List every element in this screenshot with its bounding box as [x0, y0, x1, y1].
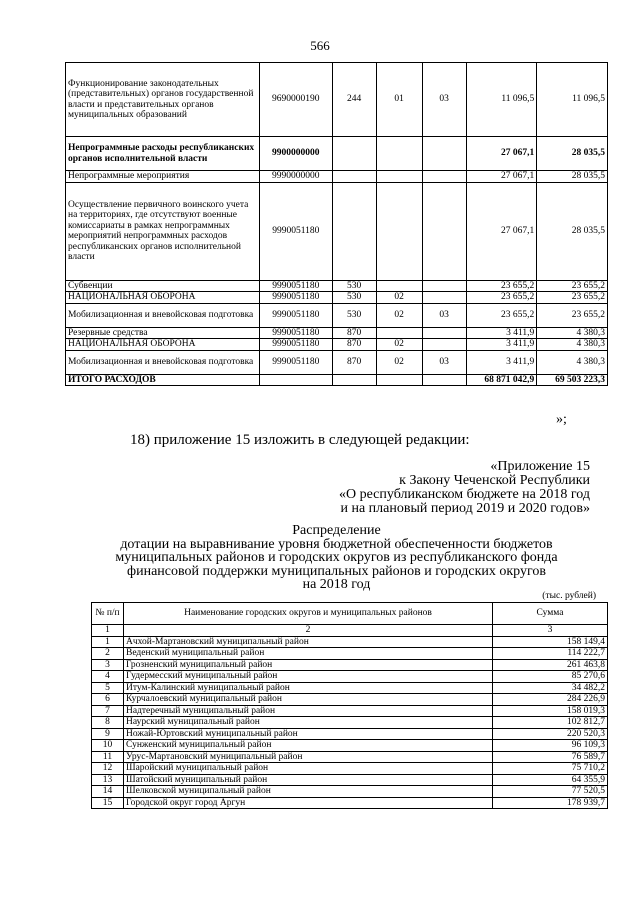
row-sum: 64 355,9 — [493, 774, 608, 786]
row-vr: 870 — [332, 327, 376, 339]
row-code: 9990051180 — [259, 339, 332, 351]
row-no: 6 — [92, 694, 124, 706]
row-rz — [376, 182, 422, 280]
table-row — [92, 682, 608, 694]
expenses-table — [65, 62, 608, 386]
row-no: 8 — [92, 717, 124, 729]
row-sum-2019: 27 067,1 — [466, 171, 537, 183]
table-row — [66, 350, 608, 374]
row-sum: 114 222,7 — [493, 648, 608, 660]
row-vr: 530 — [332, 303, 376, 327]
row-sum-2019: 3 411,9 — [466, 327, 537, 339]
row-no: 15 — [92, 797, 124, 809]
annex-line: «Приложение 15 — [490, 459, 590, 474]
row-name: Субвенции — [66, 280, 260, 292]
row-pr — [422, 374, 466, 386]
row-name: Функционирование законодательных (представительных) органов государственной власти и представительных органов муниципальных образований — [66, 63, 260, 137]
row-sum: 85 270,6 — [493, 671, 608, 683]
row-vr — [332, 374, 376, 386]
row-sum: 34 482,2 — [493, 682, 608, 694]
row-pr — [422, 292, 466, 304]
table-row — [92, 774, 608, 786]
table-row — [92, 636, 608, 648]
table-row — [66, 374, 608, 386]
header-name: Наименование городских округов и муниципальных районов — [124, 603, 493, 625]
row-sum-2019: 27 067,1 — [466, 137, 537, 171]
table-row — [92, 786, 608, 798]
row-code: 9990051180 — [259, 303, 332, 327]
table-row — [92, 740, 608, 752]
table-row — [92, 728, 608, 740]
row-rz: 02 — [376, 303, 422, 327]
annex-line: к Закону Чеченской Республики — [399, 473, 590, 488]
row-sum-2019: 11 096,5 — [466, 63, 537, 137]
row-vr — [332, 137, 376, 171]
row-pr — [422, 327, 466, 339]
header-no: № п/п — [92, 603, 124, 625]
colnum-3: 3 — [493, 625, 608, 637]
row-rz — [376, 137, 422, 171]
row-name: Веденский муниципальный район — [124, 648, 493, 660]
row-sum-2019: 23 655,2 — [466, 280, 537, 292]
row-vr — [332, 171, 376, 183]
row-sum-2020: 28 035,5 — [537, 182, 608, 280]
row-code — [259, 374, 332, 386]
row-sum: 158 019,3 — [493, 705, 608, 717]
row-sum-2020: 69 503 223,3 — [537, 374, 608, 386]
row-rz — [376, 171, 422, 183]
row-vr: 870 — [332, 350, 376, 374]
table-row — [66, 280, 608, 292]
table-row — [66, 137, 608, 171]
row-code: 9990000000 — [259, 171, 332, 183]
row-no: 10 — [92, 740, 124, 752]
table-row — [66, 292, 608, 304]
row-sum: 158 149,4 — [493, 636, 608, 648]
row-no: 12 — [92, 763, 124, 775]
row-code: 9990051180 — [259, 327, 332, 339]
subsidy-table — [91, 602, 608, 809]
units-label: (тыс. рублей) — [542, 591, 596, 601]
row-name: Урус-Мартановский муниципальный район — [124, 751, 493, 763]
row-code: 9990051180 — [259, 350, 332, 374]
heading-line: на 2018 год — [302, 577, 371, 592]
row-sum-2019: 27 067,1 — [466, 182, 537, 280]
row-name: Шаройский муниципальный район — [124, 763, 493, 775]
row-no: 9 — [92, 728, 124, 740]
row-no: 5 — [92, 682, 124, 694]
table-row — [66, 182, 608, 280]
row-code: 9990051180 — [259, 292, 332, 304]
row-sum-2020: 4 380,3 — [537, 327, 608, 339]
table-row — [92, 705, 608, 717]
heading-line: дотации на выравнивание уровня бюджетной обеспеченности бюджетов — [120, 536, 553, 552]
table-row — [92, 797, 608, 809]
row-name: НАЦИОНАЛЬНАЯ ОБОРОНА — [66, 339, 260, 351]
row-pr — [422, 171, 466, 183]
row-sum: 75 710,2 — [493, 763, 608, 775]
row-vr: 530 — [332, 292, 376, 304]
row-pr — [422, 339, 466, 351]
row-rz: 02 — [376, 350, 422, 374]
row-name: Мобилизационная и вневойсковая подготовка — [66, 303, 260, 327]
row-name: НАЦИОНАЛЬНАЯ ОБОРОНА — [66, 292, 260, 304]
row-no: 7 — [92, 705, 124, 717]
table-row — [92, 763, 608, 775]
table-header-row — [92, 603, 608, 625]
row-sum-2020: 23 655,2 — [537, 292, 608, 304]
table-row — [66, 327, 608, 339]
header-sum: Сумма — [493, 603, 608, 625]
row-vr: 530 — [332, 280, 376, 292]
table-row — [92, 671, 608, 683]
table-row — [66, 339, 608, 351]
row-code: 9990051180 — [259, 280, 332, 292]
row-rz: 01 — [376, 63, 422, 137]
row-sum-2020: 28 035,5 — [537, 137, 608, 171]
row-pr: 03 — [422, 63, 466, 137]
table-row — [92, 751, 608, 763]
table-row — [66, 171, 608, 183]
row-sum-2020: 23 655,2 — [537, 303, 608, 327]
table-row — [66, 303, 608, 327]
row-name: Ачхой-Мартановский муниципальный район — [124, 636, 493, 648]
row-name: Непрограммные мероприятия — [66, 171, 260, 183]
row-no: 1 — [92, 636, 124, 648]
row-name: Ножай-Юртовский муниципальный район — [124, 728, 493, 740]
row-vr: 870 — [332, 339, 376, 351]
row-name: Шатойский муниципальный район — [124, 774, 493, 786]
row-pr — [422, 280, 466, 292]
row-sum-2019: 68 871 042,9 — [466, 374, 537, 386]
row-pr: 03 — [422, 303, 466, 327]
row-sum: 102 812,7 — [493, 717, 608, 729]
closing-mark: »; — [556, 412, 567, 427]
table-row — [92, 694, 608, 706]
row-rz: 02 — [376, 339, 422, 351]
annex-header — [230, 460, 590, 516]
row-rz: 02 — [376, 292, 422, 304]
row-name: Непрограммные расходы республиканских органов исполнительной власти — [66, 137, 260, 171]
row-no: 13 — [92, 774, 124, 786]
row-code: 9990051180 — [259, 182, 332, 280]
row-name: Городской округ город Аргун — [124, 797, 493, 809]
row-code: 9690000190 — [259, 63, 332, 137]
row-name: Грозненский муниципальный район — [124, 659, 493, 671]
row-rz — [376, 280, 422, 292]
row-name: ИТОГО РАСХОДОВ — [66, 374, 260, 386]
row-pr: 03 — [422, 350, 466, 374]
row-code: 9900000000 — [259, 137, 332, 171]
row-sum-2019: 23 655,2 — [466, 303, 537, 327]
row-name: Итум-Калинский муниципальный район — [124, 682, 493, 694]
row-sum-2019: 23 655,2 — [466, 292, 537, 304]
row-name: Наурский муниципальный район — [124, 717, 493, 729]
heading-line: Распределение — [292, 523, 381, 538]
row-sum-2020: 4 380,3 — [537, 350, 608, 374]
row-sum: 220 520,3 — [493, 728, 608, 740]
colnum-1: 1 — [92, 625, 124, 637]
row-rz — [376, 374, 422, 386]
annex-line: «О республиканском бюджете на 2018 год — [339, 487, 590, 502]
row-name: Осуществление первичного воинского учета на территориях, где отсутствуют военные комиссариаты в рамках непрограммных мероприятий непрограммных расходов республиканских органов исполнительной власти — [66, 182, 260, 280]
row-name: Курчалоевский муниципальный район — [124, 694, 493, 706]
row-no: 2 — [92, 648, 124, 660]
row-sum: 77 520,5 — [493, 786, 608, 798]
row-vr — [332, 182, 376, 280]
row-name: Шелковской муниципальный район — [124, 786, 493, 798]
item-18-text: 18) приложение 15 изложить в следующей редакции: — [130, 432, 470, 448]
row-sum-2020: 4 380,3 — [537, 339, 608, 351]
row-name: Сунженский муниципальный район — [124, 740, 493, 752]
row-sum: 96 109,3 — [493, 740, 608, 752]
row-name: Гудермесский муниципальный район — [124, 671, 493, 683]
row-pr — [422, 182, 466, 280]
row-sum-2020: 23 655,2 — [537, 280, 608, 292]
row-sum: 178 939,7 — [493, 797, 608, 809]
row-vr: 244 — [332, 63, 376, 137]
colnum-2: 2 — [124, 625, 493, 637]
table-row — [92, 659, 608, 671]
row-sum-2020: 28 035,5 — [537, 171, 608, 183]
row-rz — [376, 327, 422, 339]
row-sum-2020: 11 096,5 — [537, 63, 608, 137]
row-sum-2019: 3 411,9 — [466, 350, 537, 374]
row-sum-2019: 3 411,9 — [466, 339, 537, 351]
page-number: 566 — [310, 38, 330, 53]
row-name: Мобилизационная и вневойсковая подготовка — [66, 350, 260, 374]
row-sum: 284 226,9 — [493, 694, 608, 706]
heading-line: финансовой поддержки муниципальных районов и городских округов — [127, 563, 546, 579]
distribution-heading — [65, 524, 608, 592]
column-number-row — [92, 625, 608, 637]
row-pr — [422, 137, 466, 171]
row-sum: 261 463,8 — [493, 659, 608, 671]
annex-line: и на плановый период 2019 и 2020 годов» — [340, 501, 590, 516]
row-sum: 76 589,7 — [493, 751, 608, 763]
table-row — [92, 717, 608, 729]
heading-line: муниципальных районов и городских округов из республиканского фонда — [115, 550, 558, 565]
row-no: 4 — [92, 671, 124, 683]
row-no: 11 — [92, 751, 124, 763]
row-name: Надтеречный муниципальный район — [124, 705, 493, 717]
row-name: Резервные средства — [66, 327, 260, 339]
table-row — [66, 63, 608, 137]
table-row — [92, 648, 608, 660]
row-no: 14 — [92, 786, 124, 798]
row-no: 3 — [92, 659, 124, 671]
